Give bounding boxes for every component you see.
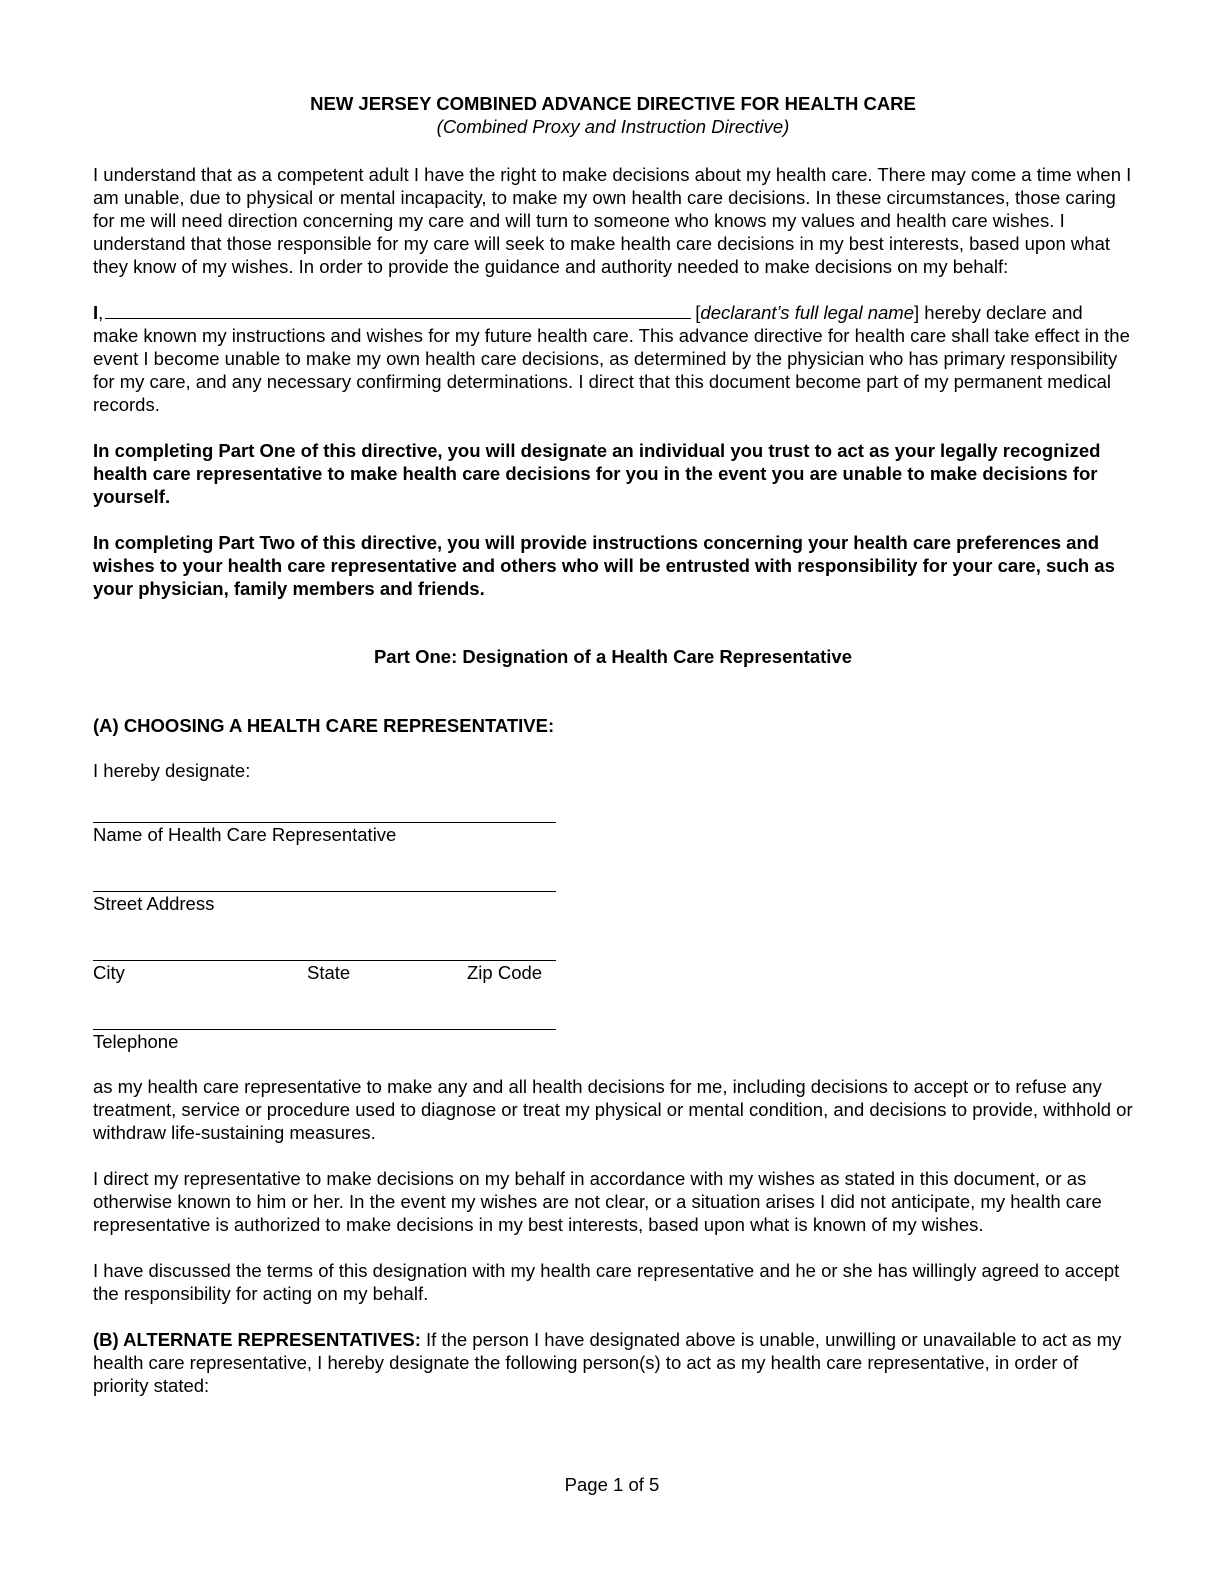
document-page xyxy=(93,92,1133,1420)
telephone-label: Telephone xyxy=(93,1031,179,1052)
telephone-line[interactable] xyxy=(93,995,556,1030)
declaration-text: ] hereby declare and make known my instructions and wishes for my future health care. This advance directive for health care shall take effect in the event I become unable to make my own health care decisions, as determined by the physician who has primary responsibility for my care, and any necessary confirming determinations. I direct that this document become part of my permanent medical records. xyxy=(93,302,1130,415)
city-label: City xyxy=(93,962,125,983)
document-title: NEW JERSEY COMBINED ADVANCE DIRECTIVE FOR HEALTH CARE xyxy=(310,93,916,114)
declarant-name-field[interactable] xyxy=(105,302,691,319)
representative-fields xyxy=(93,788,1133,1053)
part-one-note: In completing Part One of this directive, you will designate an individual you trust to act as your legally recognized health care representative to make health care decisions for you in the event you are unable to make decisions for yourself. xyxy=(93,440,1101,507)
zip-code-label: Zip Code xyxy=(467,962,543,983)
street-address-label: Street Address xyxy=(93,893,215,914)
section-a-heading: (A) CHOOSING A HEALTH CARE REPRESENTATIVE: xyxy=(93,715,555,736)
city-state-zip-labels xyxy=(93,961,556,984)
alternate-representatives-paragraph xyxy=(93,1328,1133,1397)
telephone-field xyxy=(93,995,556,1053)
declaration-comma: , xyxy=(98,302,104,323)
state-label: State xyxy=(307,962,351,983)
agreement-paragraph: I have discussed the terms of this designation with my health care representative and he or she has willingly agreed to accept the responsibility for acting on my behalf. xyxy=(93,1260,1120,1304)
declaration-lead: I xyxy=(93,302,99,323)
authority-paragraph: as my health care representative to make any and all health decisions for me, including decisions to accept or to refuse any treatment, service or procedure used to diagnose or treat my physical or mental condition, and decisions to provide, withhold or withdraw life-sustaining measures. xyxy=(93,1076,1133,1143)
declarant-name-hint: declarant’s full legal name xyxy=(700,302,914,323)
designate-text: I hereby designate: xyxy=(93,760,251,781)
representative-name-label: Name of Health Care Representative xyxy=(93,824,397,845)
part-two-note: In completing Part Two of this directive, you will provide instructions concerning your health care preferences and wishes to your health care representative and others who will be entrusted with responsibility for your care, such as your physician, family members and friends. xyxy=(93,532,1115,599)
representative-name-field xyxy=(93,788,556,846)
street-address-line[interactable] xyxy=(93,857,556,892)
declaration-bracket: [ xyxy=(695,302,701,323)
document-subtitle: (Combined Proxy and Instruction Directive) xyxy=(436,116,790,137)
part-one-heading: Part One: Designation of a Health Care Representative xyxy=(373,646,853,667)
city-state-zip-field xyxy=(93,926,556,984)
page-number: Page 1 of 5 xyxy=(564,1474,660,1495)
section-b-text: If the person I have designated above is unable, unwilling or unavailable to act as my health care representative, I hereby designate the following person(s) to act as my health care representative, in order of priority stated: xyxy=(93,1329,1122,1396)
city-state-zip-line[interactable] xyxy=(93,926,556,961)
intro-paragraph: I understand that as a competent adult I have the right to make decisions about my health care. There may come a time when I am unable, due to physical or mental incapacity, to make my own health care decisions. In these circumstances, those caring for me will need direction concerning my care and will turn to someone who knows my values and health care wishes. I understand that those responsible for my care will seek to make health care decisions in my best interests, based upon what they know of my wishes. In order to provide the guidance and authority needed to make decisions on my behalf: xyxy=(93,164,1132,277)
declaration-paragraph xyxy=(93,301,1133,416)
street-address-field xyxy=(93,857,556,915)
direction-paragraph: I direct my representative to make decisions on my behalf in accordance with my wishes as stated in this document, or as otherwise known to him or her. In the event my wishes are not clear, or a situation arises I did not anticipate, my health care representative is authorized to make decisions in my best interests, based upon what is known of my wishes. xyxy=(93,1168,1102,1235)
section-b-heading: (B) ALTERNATE REPRESENTATIVES: xyxy=(93,1329,421,1350)
representative-name-line[interactable] xyxy=(93,788,556,823)
